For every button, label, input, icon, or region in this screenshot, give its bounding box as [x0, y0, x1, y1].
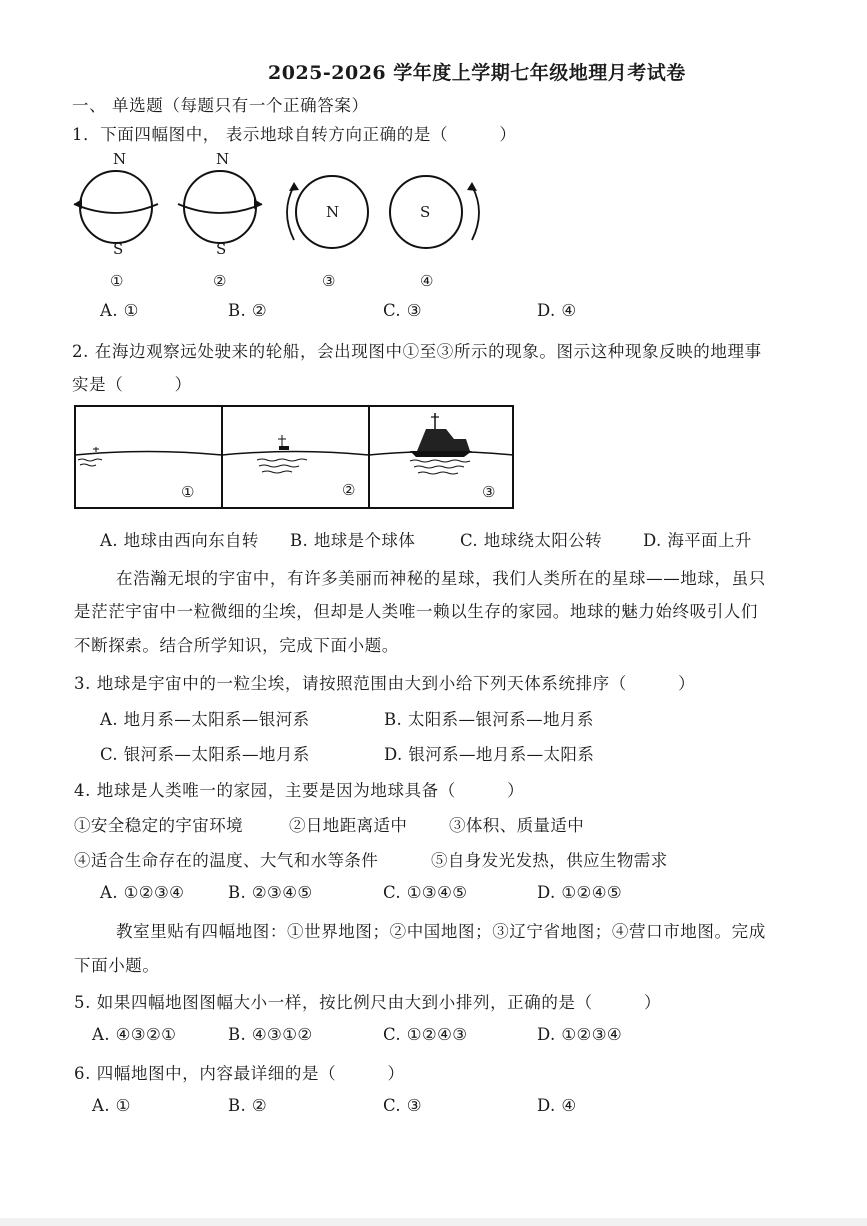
- globe-icon: [174, 166, 266, 248]
- q1-option-b[interactable]: B. ②: [228, 301, 268, 320]
- question-1-stem: 1．下面四幅图中， 表示地球自转方向正确的是（ ）: [72, 125, 517, 144]
- passage-1-line-1: 在浩瀚无垠的宇宙中，有许多美丽而神秘的星球，我们人类所在的星球——地球，虽只: [116, 569, 766, 588]
- q6-option-d[interactable]: D. ④: [537, 1096, 577, 1115]
- passage-2-line-1: 教室里贴有四幅地图：①世界地图；②中国地图；③辽宁省地图；④营口市地图。完成: [116, 922, 766, 941]
- q4-item-4: ④适合生命存在的温度、大气和水等条件: [74, 851, 379, 870]
- q1-option-c[interactable]: C. ③: [383, 301, 422, 320]
- q4-option-a[interactable]: A. ①②③④: [100, 883, 185, 902]
- south-pole-view-icon: [384, 168, 488, 256]
- ship-panels-figure: [74, 405, 514, 509]
- q1-fig3-number: ③: [322, 272, 336, 290]
- question-4-stem: 4. 地球是人类唯一的家园，主要是因为地球具备（ ）: [74, 781, 525, 800]
- q1-fig1-number: ①: [110, 272, 124, 290]
- question-2-stem-line-1: 2. 在海边观察远处驶来的轮船，会出现图中①至③所示的现象。图示这种现象反映的地理事: [72, 342, 762, 361]
- question-3-stem: 3. 地球是宇宙中的一粒尘埃，请按照范围由大到小给下列天体系统排序（ ）: [74, 674, 696, 693]
- q1-option-a[interactable]: A. ①: [100, 301, 139, 320]
- q1-fig2-south-label: S: [216, 240, 227, 258]
- q4-option-d[interactable]: D. ①②④⑤: [537, 883, 623, 902]
- page-bottom-edge: [0, 1218, 867, 1226]
- q3-option-d[interactable]: D. 银河系—地月系—太阳系: [384, 745, 595, 764]
- q2-option-b[interactable]: B. 地球是个球体: [290, 531, 416, 550]
- q5-option-d[interactable]: D. ①②③④: [537, 1025, 623, 1044]
- question-6-stem: 6. 四幅地图中，内容最详细的是（ ）: [74, 1064, 405, 1083]
- q2-panel-2-number: ②: [342, 481, 356, 499]
- q2-option-d[interactable]: D. 海平面上升: [643, 531, 752, 550]
- question-5-stem: 5. 如果四幅地图图幅大小一样，按比例尺由大到小排列，正确的是（ ）: [74, 993, 662, 1012]
- q4-option-b[interactable]: B. ②③④⑤: [228, 883, 313, 902]
- question-2-stem-line-2: 实是（ ）: [72, 375, 192, 394]
- q3-option-a[interactable]: A. 地月系—太阳系—银河系: [100, 710, 310, 729]
- passage-2-line-2: 下面小题。: [74, 956, 160, 975]
- q1-fig1-north-label: N: [113, 150, 127, 168]
- q6-option-c[interactable]: C. ③: [383, 1096, 422, 1115]
- section-heading: 一、 单选题（每题只有一个正确答案）: [72, 96, 369, 115]
- q2-option-c[interactable]: C. 地球绕太阳公转: [460, 531, 603, 550]
- q5-option-c[interactable]: C. ①②④③: [383, 1025, 468, 1044]
- q1-fig2-number: ②: [213, 272, 227, 290]
- q4-item-5: ⑤自身发光发热，供应生物需求: [431, 851, 668, 870]
- q3-option-b[interactable]: B. 太阳系—银河系—地月系: [384, 710, 594, 729]
- q5-option-a[interactable]: A. ④③②①: [92, 1025, 177, 1044]
- q2-option-a[interactable]: A. 地球由西向东自转: [100, 531, 259, 550]
- q4-option-c[interactable]: C. ①③④⑤: [383, 883, 468, 902]
- q2-panel-1-number: ①: [181, 483, 195, 501]
- q4-item-1: ①安全稳定的宇宙环境: [74, 816, 243, 835]
- q4-item-3: ③体积、质量适中: [449, 816, 585, 835]
- q2-panel-3-number: ③: [482, 483, 496, 501]
- passage-1-line-2: 是茫茫宇宙中一粒微细的尘埃，但却是人类唯一赖以生存的家园。地球的魅力始终吸引人们: [74, 602, 758, 621]
- globe-icon: [70, 166, 162, 248]
- q6-option-b[interactable]: B. ②: [228, 1096, 268, 1115]
- q1-option-d[interactable]: D. ④: [537, 301, 577, 320]
- page-title: 2025-2026 学年度上学期七年级地理月考试卷: [268, 62, 686, 84]
- q4-item-2: ②日地距离适中: [289, 816, 408, 835]
- q1-fig3-pole-label: N: [326, 203, 340, 221]
- q1-fig4-number: ④: [420, 272, 434, 290]
- passage-1-line-3: 不断探索。结合所学知识，完成下面小题。: [74, 636, 399, 655]
- q1-fig2-north-label: N: [216, 150, 230, 168]
- q1-fig1-south-label: S: [113, 240, 124, 258]
- q3-option-c[interactable]: C. 银河系—太阳系—地月系: [100, 745, 310, 764]
- q5-option-b[interactable]: B. ④③①②: [228, 1025, 313, 1044]
- q1-fig4-pole-label: S: [420, 203, 431, 221]
- q6-option-a[interactable]: A. ①: [92, 1096, 131, 1115]
